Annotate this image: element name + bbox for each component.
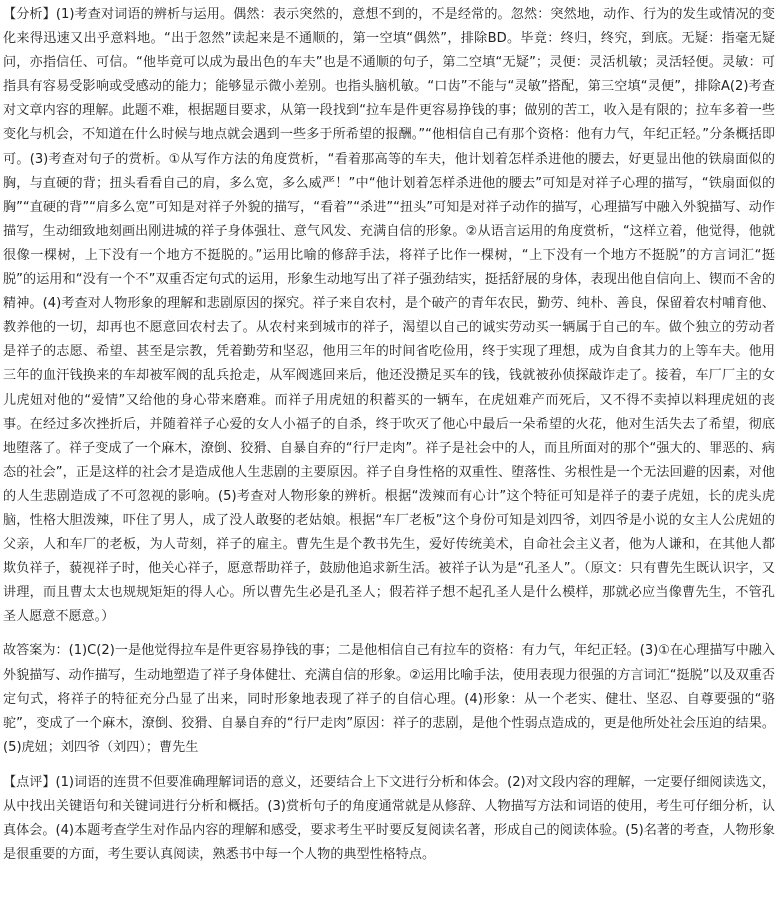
answer-document [3,3,775,867]
analysis-paragraph: 【分析】(1)考查对词语的辨析与运用。偶然：表示突然的，意想不到的，不是经常的。忽然：突然地，动作、行为的发生或情况的变化来得迅速又出乎意料地。“出于忽然”读起来是不通顺的，第一空填“偶然”，排除BD。毕竟：终归，终究，到底。无疑：指毫无疑问，亦指信任、可信。“他毕竟可以成为最出色的车夫”也是不通顺的句子，第二空填“无疑”；灵便：灵活机敏；灵活轻便。灵敏：可指具有容易受影响或受感动的能力；能够显示微小差别。也指头脑机敏。“口齿”不能与“灵敏”搭配，第三空填“灵便”，排除A(2)考查对文章内容的理解。此题不难，根据题目要求，从第一段找到“拉车是件更容易挣钱的事；做别的苦工，收入是有限的；拉车多着一些变化与机会，不知道在什么时候与地点就会遇到一些多于所希望的报酬。”“他相信自己有那个资格：他有力气，年纪正轻。”分条概括即可。(3)考查对句子的赏析。①从写作方法的角度赏析，“看着那高等的车夫，他计划着怎样杀进他的腰去，好更显出他的铁扇面似的胸，与直硬的背；扭头看看自己的肩，多么宽，多么威严！”中“他计划着怎样杀进他的腰去”可知是对祥子心理的描写，“铁扇面似的胸”“直硬的背”“肩多么宽”可知是对祥子外貌的描写，“看着”“杀进”“扭头”可知是对祥子动作的描写，心理描写中融入外貌描写、动作描写，生动细致地刻画出刚进城的祥子身体强壮、意气风发、充满自信的形象。②从语言运用的角度赏析，“这样立着，他觉得，他就很像一棵树，上下没有一个地方不挺脱的。”运用比喻的修辞手法，将祥子比作一棵树，“上下没有一个地方不挺脱”的方言词汇“挺脱”的运用和“没有一个不”双重否定句式的运用，形象生动地写出了祥子强劲结实，挺括舒展的身体，表现出他自信向上、锲而不舍的精神。(4)考查对人物形象的理解和悲剧原因的探究。祥子来自农村，是个破产的青年农民，勤劳、纯朴、善良，保留着农村哺育他、教养他的一切，却再也不愿意回农村去了。从农村来到城市的祥子，渴望以自己的诚实劳动买一辆属于自己的车。做个独立的劳动者是祥子的志愿、希望、甚至是宗教，凭着勤劳和坚忍，他用三年的时间省吃俭用，终于实现了理想，成为自食其力的上等车夫。他用三年的血汗钱换来的车却被军阀的乱兵抢走，从军阀逃回来后，他还没攒足买车的钱，钱就被孙侦探敲诈走了。接着，车厂厂主的女儿虎妞对他的“爱情”又给他的身心带来磨难。而祥子用虎妞的积蓄买的一辆车，在虎妞难产而死后，又不得不卖掉以料理虎妞的丧事。在经过多次挫折后，并随着祥子心爱的女人小福子的自杀，终于吹灭了他心中最后一朵希望的火花，他对生活失去了希望，彻底地堕落了。祥子变成了一个麻木，潦倒、狡猾、自暴自弃的“行尸走肉”。祥子是社会中的人，而且所面对的那个“强大的、罪恶的、病态的社会”，正是这样的社会才是造成他人生悲剧的主要原因。祥子自身性格的双重性、堕落性、劣根性是一个无法回避的因素，对他的人生悲剧造成了不可忽视的影响。(5)考查对人物形象的辨析。根据“泼辣而有心计”这个特征可知是祥子的妻子虎妞，长的虎头虎脑，性格大胆泼辣，吓住了男人，成了没人敢娶的老姑娘。根据“车厂老板”这个身份可知是刘四爷，刘四爷是小说的女主人公虎妞的父亲，人和车厂的老板，为人苛刻，祥子的雇主。曹先生是个教书先生，爱好传统美术，自命社会主义者，他为人谦和，在其他人都欺负祥子，藐视祥子时，他关心祥子，愿意帮助祥子，鼓励他追求新生活。被祥子认为是“孔圣人”。（原文：只有曹先生既认识字，又讲理，而且曹太太也规规矩矩的得人心。所以曹先生必是孔圣人；假若祥子想不起孔圣人是什么模样，那就必应当像曹先生，不管孔圣人愿意不愿意。） [3,7,775,625]
comment-paragraph: 【点评】(1)词语的连贯不但要准确理解词语的意义，还要结合上下文进行分析和体会。(2)对文段内容的理解，一定要仔细阅读选文，从中找出关键语句和关键词进行分析和概括。(3)赏析句子的角度通常就是从修辞、人物描写方法和词语的使用，考生可仔细分析，认真体会。(4)本题考查学生对作品内容的理解和感受，要求考生平时要反复阅读名著，形成自己的阅读体验。(5)名著的考查，人物形象是很重要的方面，考生要认真阅读，熟悉书中每一个人物的典型性格特点。 [3,774,775,863]
answer-paragraph: 故答案为：(1)C(2)一是他觉得拉车是件更容易挣钱的事；二是他相信自己有拉车的资格：有力气，年纪正轻。(3)①在心理描写中融入外貌描写、动作描写，生动地塑造了祥子身体健壮、充满自信的形象。②运用比喻手法，使用表现力很强的方言词汇“挺脱”以及双重否定句式，将祥子的特征充分凸显了出来，同时形象地表现了祥子的自信心理。(4)形象：从一个老实、健壮、坚忍、自尊要强的“骆驼”，变成了一个麻木，潦倒、狡猾、自暴自弃的“行尸走肉”原因：祥子的悲剧，是他个性弱点造成的，更是他所处社会压迫的结果。(5)虎妞；刘四爷（刘四）；曹先生 [3,643,775,755]
